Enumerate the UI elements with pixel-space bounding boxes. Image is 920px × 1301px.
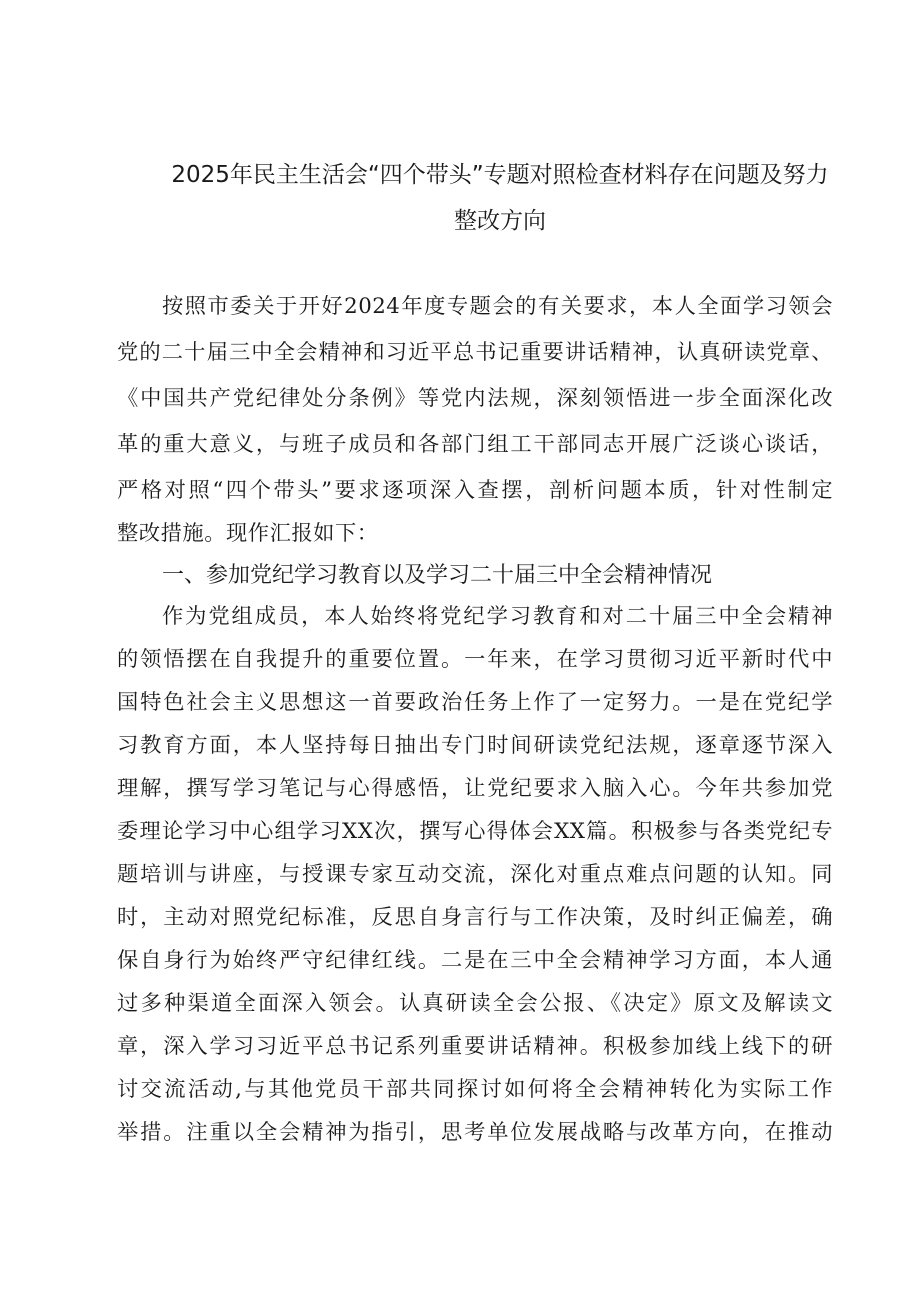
body-line: 作为党组成员，本人始终将党纪学习教育和对二十届三中全会精神 (162, 604, 833, 629)
intro-line: 整改措施。现作汇报如下： (117, 521, 379, 546)
intro-line: 严格对照“四个带头”要求逐项深入查摆，剖析问题本质，针对性制定 (117, 478, 833, 503)
body-line: 举措。注重以全会精神为指引，思考单位发展战略与改革方向，在推动 (117, 1120, 833, 1145)
body-line: 理解，撰写学习笔记与心得感悟，让党纪要求入脑入心。今年共参加党 (117, 776, 833, 801)
body-line: 时，主动对照党纪标准，反思自身言行与工作决策，及时纠正偏差，确 (117, 905, 833, 930)
body-line: 讨交流活动,与其他党员干部共同探讨如何将全会精神转化为实际工作 (117, 1077, 833, 1102)
intro-line: 革的重大意义，与班子成员和各部门组工干部同志开展广泛谈心谈话， (117, 432, 833, 457)
body-line: 题培训与讲座，与授课专家互动交流，深化对重点难点问题的认知。同 (117, 862, 833, 887)
body-line: 的领悟摆在自我提升的重要位置。一年来，在学习贯彻习近平新时代中 (117, 647, 833, 672)
body-line: 习教育方面，本人坚持每日抽出专门时间研读党纪法规，逐章逐节深入 (117, 733, 833, 758)
body-line: 委理论学习中心组学习XX次，撰写心得体会XX篇。积极参与各类党纪专 (117, 819, 833, 844)
body-line: 章，深入学习习近平总书记系列重要讲话精神。积极参加线上线下的研 (117, 1034, 833, 1059)
section-1-heading: 一、参加党纪学习教育以及学习二十届三中全会精神情况 (162, 563, 713, 588)
body-line: 过多种渠道全面深入领会。认真研读全会公报、《决定》原文及解读文 (117, 991, 833, 1016)
intro-line: 党的二十届三中全会精神和习近平总书记重要讲话精神，认真研读党章、 (117, 340, 833, 365)
intro-line: 《中国共产党纪律处分条例》等党内法规，深刻领悟进一步全面深化改 (117, 386, 833, 411)
document-title-line-1: 2025年民主生活会“四个带头”专题对照检查材料存在问题及努力 (171, 162, 829, 188)
body-line: 国特色社会主义思想这一首要政治任务上作了一定努力。一是在党纪学 (117, 690, 833, 715)
document-title-line-2: 整改方向 (454, 208, 546, 234)
body-line: 保自身行为始终严守纪律红线。二是在三中全会精神学习方面，本人通 (117, 948, 833, 973)
intro-line: 按照市委关于开好2024年度专题会的有关要求，本人全面学习领会 (162, 294, 833, 319)
